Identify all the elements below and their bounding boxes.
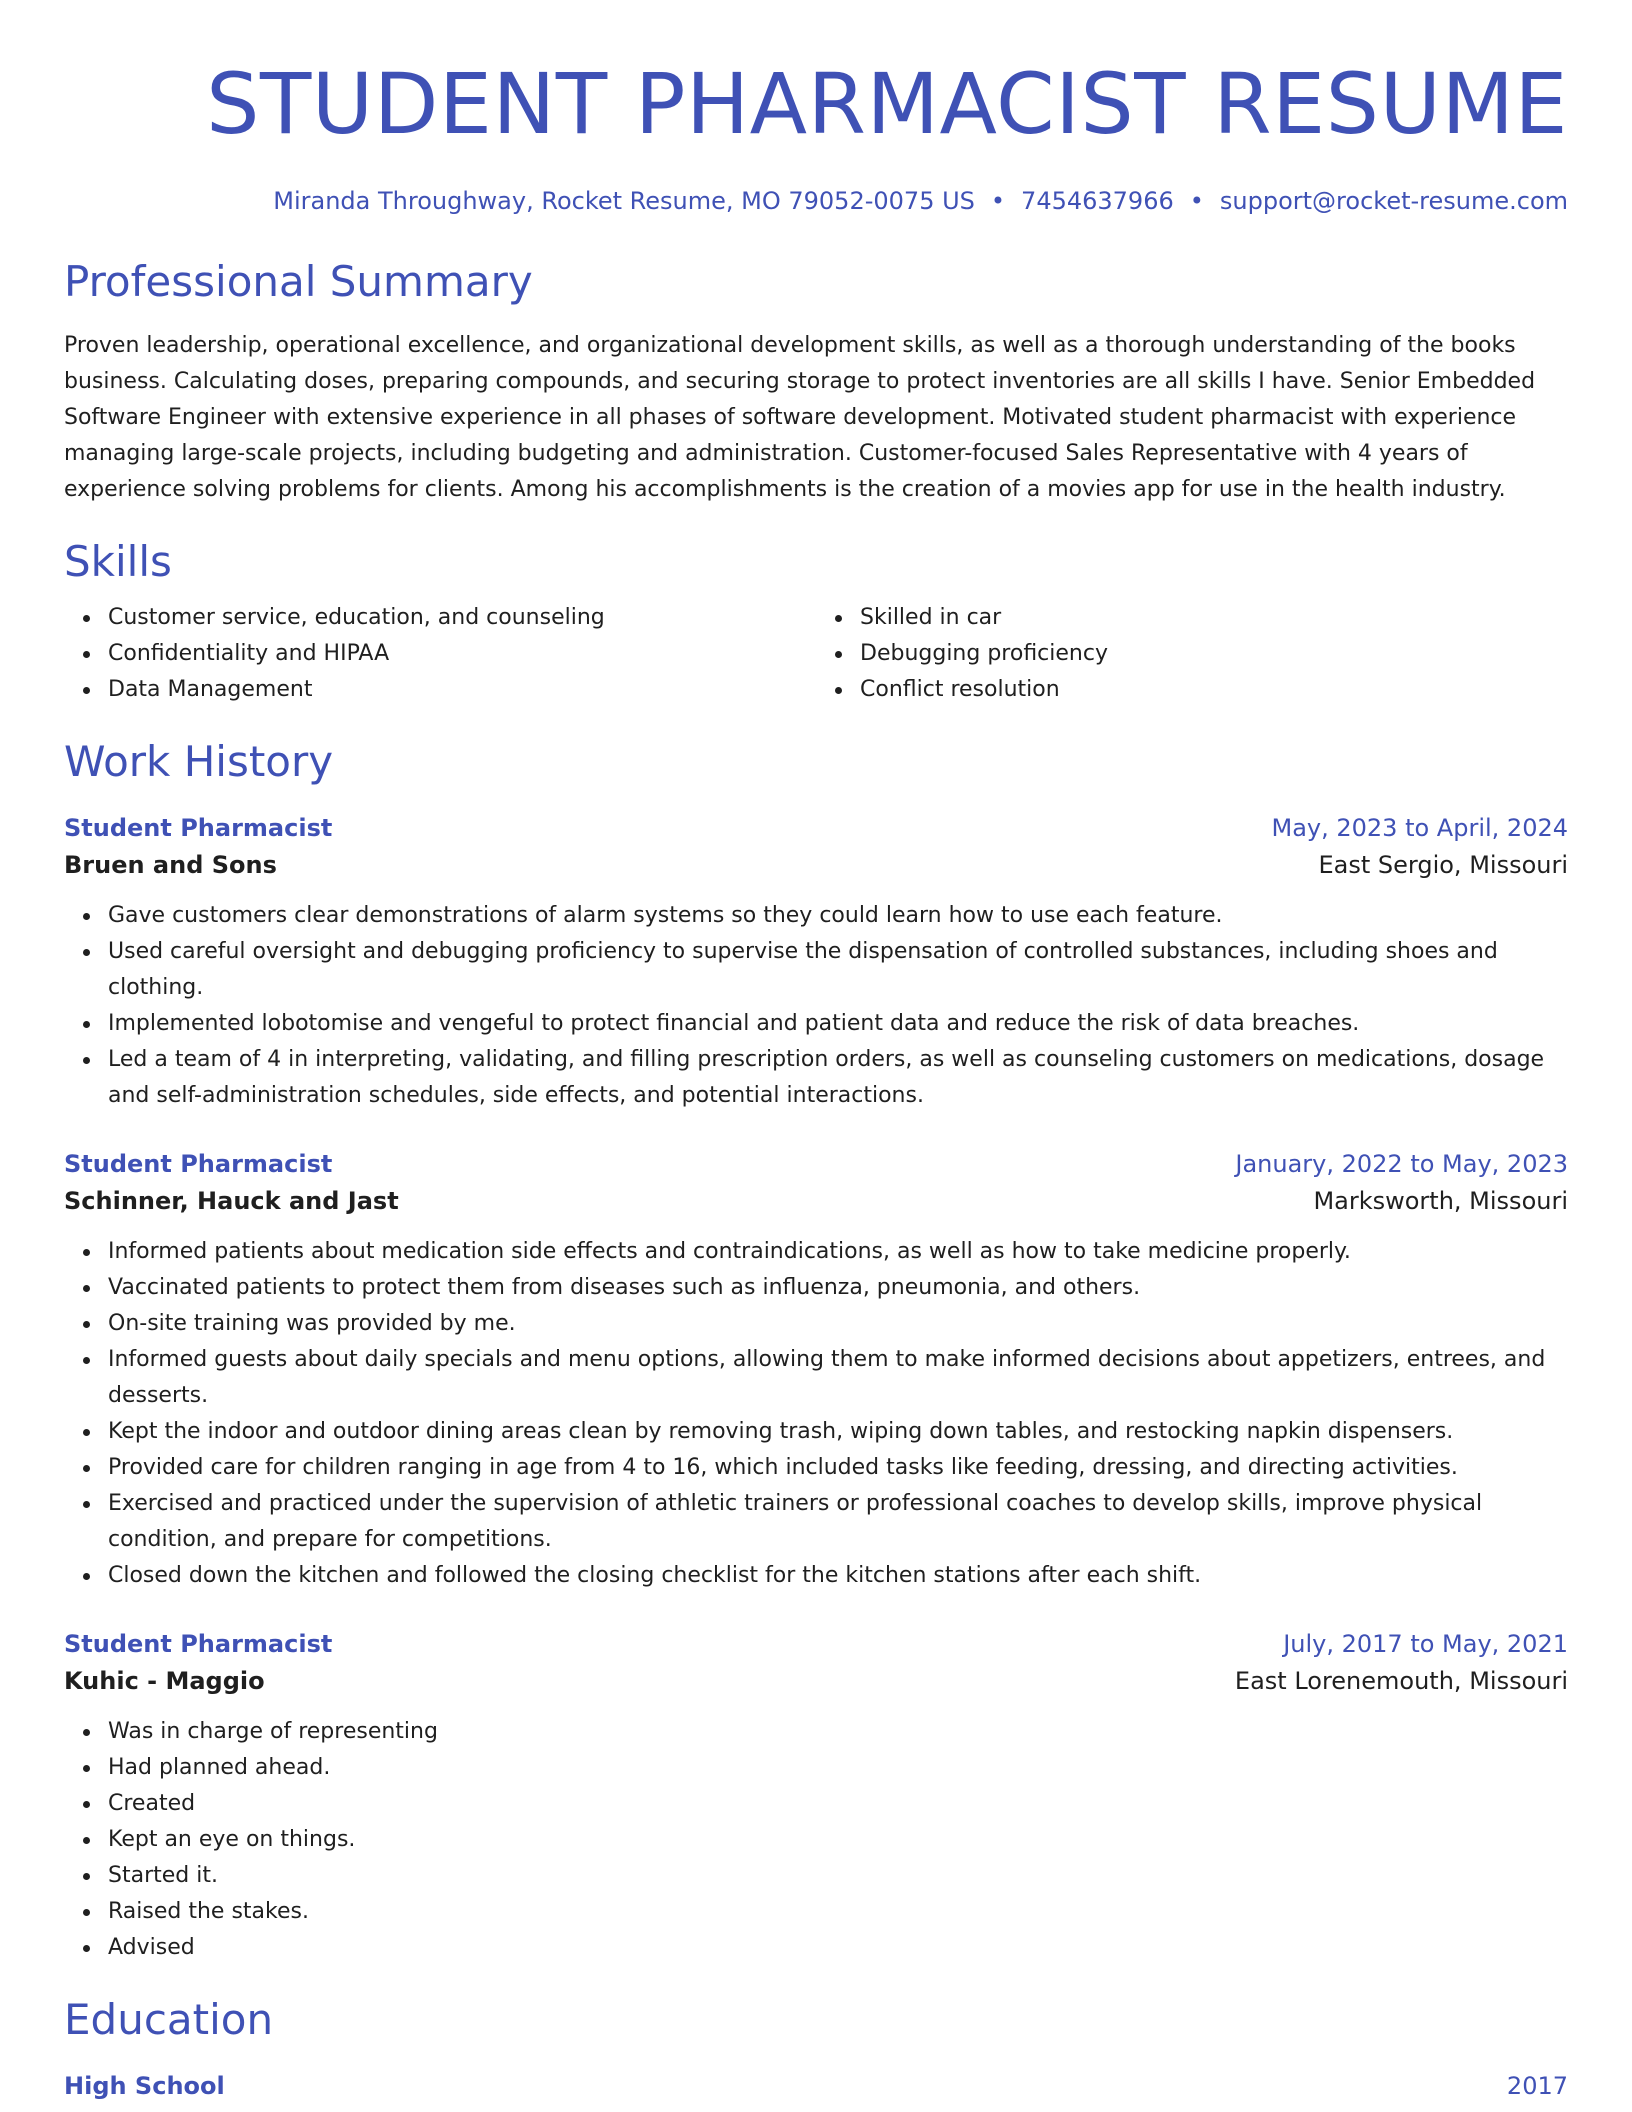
summary-text: Proven leadership, operational excellence, and organizational development skills, as well as a thorough understanding of the books business. Calculating doses, preparing compounds, and securing storage to protect inventories are all skills I have. Senior Embedded Software Engineer with extensive experience in all phases of software development. Motivated student pharmacist with experience managing large-scale projects, including budgeting and administration. Customer-focused Sales Representative with 4 years of experience solving problems for clients. Among his accomplishments is the creation of a movies app for use in the health industry.: [64, 333, 1536, 502]
skill-item: Confidentiality and HIPAA: [108, 636, 816, 672]
job-duties: [64, 898, 1568, 1114]
work-history-heading: Work History: [64, 737, 334, 786]
job-title: Student Pharmacist: [64, 1630, 333, 1658]
job-duty: On-site training was provided by me.: [108, 1306, 1568, 1342]
job-duty: Closed down the kitchen and followed the closing checklist for the kitchen stations after each shift.: [108, 1558, 1568, 1594]
job-duty: Kept an eye on things.: [108, 1822, 1568, 1858]
job-dates: May, 2023 to April, 2024: [1271, 814, 1568, 842]
job-duty: Used careful oversight and debugging proficiency to supervise the dispensation of controlled substances, including shoes and clothing.: [108, 934, 1568, 1006]
skills-heading: Skills: [64, 537, 172, 586]
contact-email: support@rocket-resume.com: [1219, 187, 1568, 215]
job-duty: Kept the indoor and outdoor dining areas clean by removing trash, wiping down tables, and restocking napkin dispensers.: [108, 1414, 1568, 1450]
job-title: Student Pharmacist: [64, 1150, 333, 1178]
job-header-row: [64, 1626, 1568, 1662]
job-duty: Had planned ahead.: [108, 1750, 1568, 1786]
education-school: High School: [64, 2072, 225, 2100]
job-company: Kuhic - Maggio: [64, 1667, 265, 1695]
contact-phone: 7454637966: [1021, 187, 1174, 215]
bullet-separator: •: [990, 187, 1006, 215]
job-duty: Vaccinated patients to protect them from diseases such as influenza, pneumonia, and others.: [108, 1270, 1568, 1306]
job-duty: Informed guests about daily specials and menu options, allowing them to make informed decisions about appetizers, entrees, and desserts.: [108, 1342, 1568, 1414]
job-duty: Led a team of 4 in interpreting, validating, and filling prescription orders, as well as counseling customers on medications, dosage and self-administration schedules, side effects, and potential interactions.: [108, 1042, 1568, 1114]
job-entry: [64, 810, 1568, 1114]
job-duty: Exercised and practiced under the supervision of athletic trainers or professional coaches to develop skills, improve physical condition, and prepare for competitions.: [108, 1486, 1568, 1558]
job-entry: [64, 1146, 1568, 1594]
summary-heading: Professional Summary: [64, 257, 533, 306]
job-duty: Informed patients about medication side effects and contraindications, as well as how to take medicine properly.: [108, 1234, 1568, 1270]
education-year: 2017: [1506, 2072, 1568, 2100]
job-duty: Was in charge of representing: [108, 1714, 1568, 1750]
bullet-separator: •: [1189, 187, 1204, 215]
job-duty: Implemented lobotomise and vengeful to protect financial and patient data and reduce the risk of data breaches.: [108, 1006, 1568, 1042]
job-header-row: [64, 1146, 1568, 1182]
resume-title: STUDENT PHARMACIST RESUME: [206, 55, 1568, 153]
education-entry: [64, 2068, 1568, 2104]
job-company: Bruen and Sons: [64, 851, 277, 879]
job-title: Student Pharmacist: [64, 814, 333, 842]
job-dates: July, 2017 to May, 2021: [1283, 1630, 1568, 1658]
job-header-row: [64, 810, 1568, 846]
skills-column-right: [816, 600, 1568, 708]
job-location: East Sergio, Missouri: [1318, 851, 1568, 879]
job-duty: Gave customers clear demonstrations of alarm systems so they could learn how to use each feature.: [108, 898, 1568, 934]
skill-item: Customer service, education, and counseling: [108, 600, 816, 636]
contact-line: [64, 184, 1568, 218]
contact-address: Miranda Throughway, Rocket Resume, MO 79052-0075 US: [273, 187, 975, 215]
job-duties: [64, 1714, 1568, 1966]
job-company: Schinner, Hauck and Jast: [64, 1187, 399, 1215]
skills-list: [64, 600, 1568, 708]
job-duty: Created: [108, 1786, 1568, 1822]
job-location: East Lorenemouth, Missouri: [1234, 1667, 1568, 1695]
job-duty: Started it.: [108, 1858, 1568, 1894]
skill-item: Skilled in car: [860, 600, 1568, 636]
skill-item: Conflict resolution: [860, 672, 1568, 708]
job-duty: Raised the stakes.: [108, 1894, 1568, 1930]
job-duty: Advised: [108, 1930, 1568, 1966]
skill-item: Debugging proficiency: [860, 636, 1568, 672]
skill-item: Data Management: [108, 672, 816, 708]
job-duties: [64, 1234, 1568, 1594]
job-company-row: [64, 1662, 1568, 1700]
job-company-row: [64, 846, 1568, 884]
job-dates: January, 2022 to May, 2023: [1235, 1150, 1568, 1178]
skills-column-left: [64, 600, 816, 708]
job-location: Marksworth, Missouri: [1313, 1187, 1568, 1215]
education-heading: Education: [64, 1995, 274, 2044]
job-entry: [64, 1626, 1568, 1966]
job-company-row: [64, 1182, 1568, 1220]
job-duty: Provided care for children ranging in age from 4 to 16, which included tasks like feeding, dressing, and directing activities.: [108, 1450, 1568, 1486]
